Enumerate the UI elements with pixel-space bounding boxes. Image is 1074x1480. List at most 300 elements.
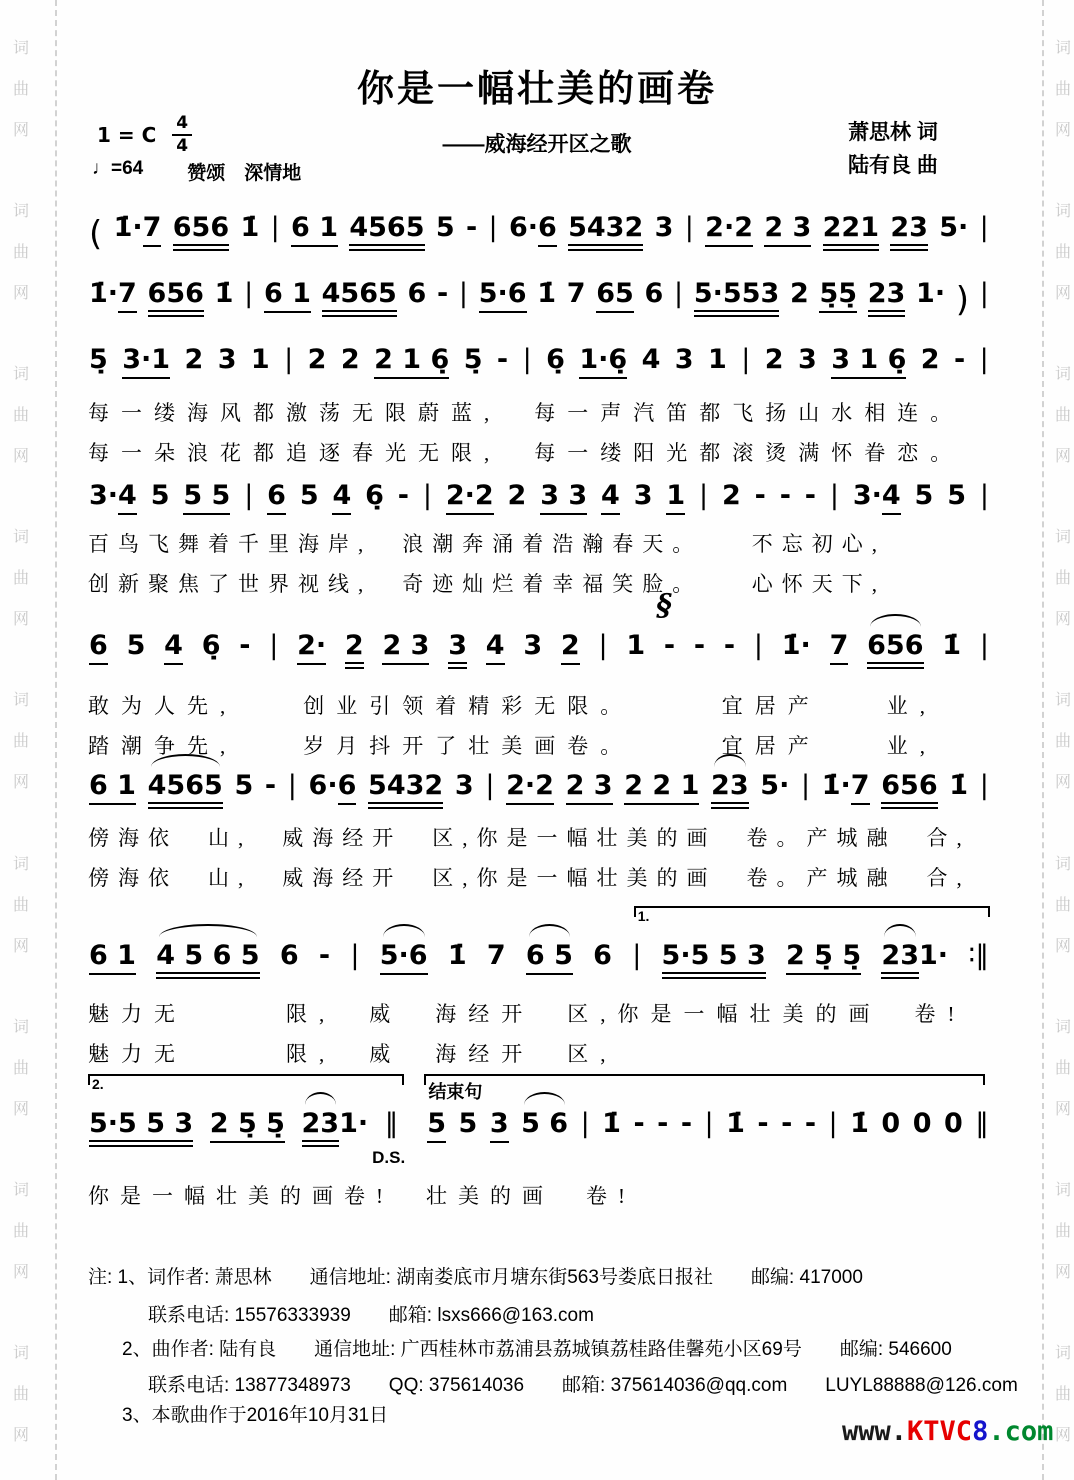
note-token: 5 [458,1108,478,1139]
note-token: | [270,212,280,243]
slur-arc [302,1106,340,1142]
note-token: - [804,1108,817,1139]
note-token [88,1106,194,1142]
slur-arc [711,768,749,804]
beam-group: 6 1 [264,278,311,313]
lyrics-row: 百鸟飞舞着千里海岸, 浪潮奔涌着浩瀚春天。 不忘初心, [88,532,886,556]
lyrics-row: 每一缕海风都激荡无限蔚蓝, 每一声汽笛都飞扬山水相连。 [88,401,964,425]
notes-row [88,276,990,322]
watermark-char: 曲 [12,1385,29,1403]
note-token: - [239,630,251,661]
beam-group: 23 [868,278,906,317]
note-token [595,276,635,322]
note-token [600,478,621,514]
beam-group: 5432 [368,770,443,809]
note-token: 1̇ [850,1108,869,1139]
beam-group: 6 [338,770,357,805]
watermark-char: 词 [12,203,29,221]
lyrics-row: 傍海依 山, 威海经开 区,你是一幅壮美的画 卷。产城融 合, [88,866,971,890]
beam-group: 23 [302,1108,340,1147]
beam-group: 4 [882,480,901,515]
note-token [445,478,495,514]
logo-segment: .com [988,1416,1054,1447]
note-token: | [350,940,360,971]
note-token [818,276,858,322]
beam-group: 2 3 [566,770,613,805]
watermark-group [1055,524,1071,629]
note-token: 231· [880,938,949,974]
watermark-char: 曲 [12,407,29,425]
note-token: - [723,630,736,661]
note-token: | [829,480,839,511]
watermark-char: 词 [12,40,29,58]
note-token: | [979,630,989,661]
watermark-dashed-line-left [55,0,57,1480]
ending-bracket [424,1074,985,1102]
note-token [539,478,588,514]
note-token [830,342,907,378]
note-token: 6·6 [308,768,358,804]
note-token: 3 [217,344,237,375]
notes-segment [88,478,990,514]
note-token: | [828,1108,838,1139]
note-token [623,768,700,804]
watermark-char: 词 [1054,692,1071,710]
note-token: 1 [250,344,270,375]
beam-group: 6 [267,480,286,515]
note-token: 5 [126,630,146,661]
watermark-right [1050,6,1074,1474]
notes-row [88,628,990,664]
note-token: 1̇ [537,278,557,309]
note-token: | [458,278,469,309]
note-token: 1̇ [726,1108,745,1139]
note-token: 2 [340,344,360,375]
note-token: | [287,770,297,801]
note-token: | [485,770,495,801]
note-token: 1̇ [447,940,467,971]
watermark-char: 网 [1054,122,1071,140]
key-signature [97,114,192,155]
note-token: | [979,344,989,375]
note-token: - [633,1108,645,1139]
note-token: 3 [797,344,817,375]
beam-group: 4565 [322,278,397,317]
note-token: - [781,1108,793,1139]
note-token [344,628,365,664]
logo-segment: 8 [972,1416,989,1447]
footer-note: 注: 1、词作者: 萧思林 通信地址: 湖南娄底市月塘东街563号娄底日报社 邮编: 417000 [88,1267,863,1288]
watermark-group [13,361,29,466]
note-token [88,938,137,974]
note-token: 1· [916,278,946,309]
beam-group: 656 [867,630,923,669]
watermark-char: 词 [12,692,29,710]
note-token: 3 [674,344,694,375]
note-token: ‖ [975,1108,989,1139]
beam-group: 7 [830,630,849,665]
note-token: 5· [939,212,969,243]
notes-segment [88,1106,399,1142]
note-token: - [657,1108,669,1139]
watermark-char: 曲 [12,244,29,262]
segno-icon: § [656,588,672,623]
watermark-char: 网 [12,611,29,629]
beam-group: 2· [297,630,326,665]
beam-group: 23 [890,212,928,251]
note-token [266,478,287,514]
note-token: 6̣ [546,344,565,375]
lyrics-row: 踏潮争先, 岁月抖开了壮美画卷。 宜居产 业, [88,734,937,758]
note-token: | [699,480,709,511]
watermark-group [1055,1014,1071,1119]
watermark-char: 网 [1054,774,1071,792]
note-token: 5· [760,770,790,801]
note-token: 0 [912,1108,932,1139]
watermark-char: 曲 [12,570,29,588]
note-token: - [680,1108,693,1139]
beam-group: 4 [332,480,351,515]
note-token: | [244,278,254,309]
note-token [489,1106,510,1142]
beam-group: 3·1 [122,344,170,379]
logo-segment: KTVC [907,1416,973,1447]
note-token [163,628,184,664]
note-token: | [674,278,684,309]
ending-bracket [88,1074,404,1092]
notes-row [88,210,990,256]
note-token [485,628,506,664]
beam-group: 4 [164,630,183,665]
note-token: | [684,212,694,243]
note-token [331,478,352,514]
note-token: ) [955,280,970,320]
beam-group: 6 1 [291,212,338,247]
watermark-char: 曲 [1054,896,1071,914]
note-token: 2 [764,344,784,375]
note-token: 3·4 [88,478,138,514]
beam-group: 4 [486,630,505,665]
watermark-group [1055,361,1071,466]
slur-arc [526,938,573,974]
note-token [867,276,907,322]
note-token [172,210,230,256]
note-token: 1̇ [942,630,962,661]
note-token: - [465,212,478,243]
note-token [373,342,450,378]
notes-segment [88,628,990,664]
score-line-8 [88,1076,990,1208]
note-token [578,342,628,378]
lyricist-credit: 萧思林 词 [848,121,938,144]
note-token: - [397,480,410,511]
score-line-1 [88,210,990,256]
beam-group: 3 1 6̣ [831,344,906,379]
beam-group: 1·6̣ [579,344,627,379]
score-line-6 [88,768,990,890]
watermark-char: 网 [1054,937,1071,955]
note-token: 3 [633,480,653,511]
ending-bracket [634,906,990,924]
beam-group: 2 2 1 [624,770,699,805]
meter-numerator: 4 [172,114,192,136]
meter-fraction [172,114,192,155]
beam-group: 2 5̣ 5̣ [210,1108,285,1143]
note-token [296,628,327,664]
note-token: - [754,480,766,511]
note-token: 3·4 [852,478,902,514]
beam-group: 23 [881,940,919,979]
lyrics-row: 创新聚焦了世界视线, 奇迹灿烂着幸福笑脸。 心怀天下, [88,572,886,596]
ds-label: D.S. [372,1148,406,1167]
watermark-char: 词 [12,1181,29,1199]
note-token [447,628,468,664]
watermark-group [13,198,29,303]
beam-group: 5 [427,1108,446,1143]
note-token: | [244,480,254,511]
watermark-char: 曲 [1054,81,1071,99]
lyrics-row: 魅力无 限, 威 海经开 区, [88,1042,618,1066]
note-token: 0 [943,1108,963,1139]
beam-group: 656 [148,278,204,317]
notes-segment [88,768,990,804]
song-subtitle: ——威海经开区之歌 [442,133,632,156]
note-token: - [804,480,817,511]
beam-group: 7 [118,278,137,313]
note-token: 5 [150,480,170,511]
beam-group: 5432 [568,212,643,251]
watermark-char: 词 [1054,40,1071,58]
note-token [88,628,109,664]
note-token: - [779,480,791,511]
note-token [567,210,644,256]
note-token [121,342,171,378]
watermark-char: 曲 [12,896,29,914]
watermark-char: 网 [1054,1426,1071,1444]
note-token: 3 [523,630,543,661]
watermark-char: 网 [12,1426,29,1444]
note-token [321,276,398,322]
watermark-char: 网 [12,285,29,303]
note-token: | [753,630,763,661]
watermark-char: 词 [12,529,29,547]
note-token: 6·6 [508,210,558,256]
note-token [880,768,938,804]
note-token: 1 [626,630,646,661]
watermark-group [13,1177,29,1282]
note-token: - [954,344,966,375]
notes-row [88,768,990,804]
watermark-char: 曲 [1054,1222,1071,1240]
composer-credit: 陆有良 曲 [848,154,938,177]
score-line-2 [88,276,990,322]
note-token: 6̣ [365,480,384,511]
note-token: | [632,940,642,971]
watermark-char: 曲 [1054,407,1071,425]
watermark-group [13,524,29,629]
watermark-group [1055,198,1071,303]
watermark-group [13,1014,29,1119]
note-token: - [496,344,509,375]
watermark-char: 曲 [12,1059,29,1077]
note-token [182,478,231,514]
note-token [505,768,555,804]
watermark-dashed-line-right [1042,0,1044,1480]
note-token [710,768,750,804]
notes-segment [88,342,990,378]
note-token: | [741,344,751,375]
beam-group: 2 [561,630,580,665]
watermark-group [1055,1177,1071,1282]
note-token: 5 [947,480,966,511]
note-token: 1̇· [781,630,811,661]
note-token [290,210,339,256]
ending-label: 1. [637,908,650,924]
beam-group: 4565 [349,212,424,251]
note-token: 5̣ [463,344,483,375]
score-line-7 [88,908,990,1066]
note-token: 2 [307,344,327,375]
beam-group: 3 [490,1108,509,1143]
watermark-char: 词 [1054,1344,1071,1362]
note-token [525,938,574,974]
note-token [88,768,137,804]
note-token [367,768,444,804]
note-token: ( [89,214,103,254]
ending-label: 结束句 [428,1082,483,1102]
key-value: 1 = C [97,122,157,147]
note-token: 1̇ [602,1108,621,1139]
note-token: 2 [721,480,741,511]
note-token: 6 [407,278,427,309]
note-token: - [663,630,676,661]
note-token: 4 [641,344,661,375]
watermark-char: 网 [1054,285,1071,303]
note-token: 6 [279,940,299,971]
note-token: 3 [454,770,474,801]
note-token: 2 [184,344,204,375]
note-token [147,276,205,322]
footer-note: 2、曲作者: 陆有良 通信地址: 广西桂林市荔浦县荔城镇荔桂路佳馨苑小区69号 邮编: 546600 [122,1339,952,1360]
watermark-char: 词 [1054,1018,1071,1036]
footer-note: 联系电话: 15576333939 邮箱: lsxs666@163.com [148,1305,594,1326]
lyrics-row: 你是一幅壮美的画卷! 壮美的画 卷! [88,1184,636,1208]
watermark-group [1055,1340,1071,1445]
watermark-char: 曲 [1054,733,1071,751]
score-line-3 [88,342,990,465]
lyrics-row: 敢为人先, 创业引领着精彩无限。 宜居产 业, [88,694,937,718]
note-token: | [598,630,608,661]
note-token [348,210,425,256]
beam-group: 2·2 [705,212,753,247]
watermark-char: 网 [12,774,29,792]
beam-group: 5̣5̣ [819,278,857,313]
note-token: | [979,480,989,511]
beam-group: 2 3 [764,212,811,247]
beam-group: 5·5 5 3 [89,1108,193,1147]
note-token: | [422,480,432,511]
note-token: | [580,1108,590,1139]
watermark-char: 曲 [1054,570,1071,588]
note-token: 1̇·7 [88,276,138,322]
note-token: 0 [881,1108,901,1139]
slur-arc [380,938,428,974]
note-token: 5 [914,480,934,511]
note-token [263,276,312,322]
song-title: 你是一幅壮美的画卷 [357,68,717,109]
beam-group: 656 [881,770,937,809]
watermark-char: 曲 [1054,244,1071,262]
beam-group: 3 [448,630,467,669]
note-token [478,276,528,322]
note-token [155,938,260,974]
note-token: 2 [789,278,809,309]
watermark-group [1055,687,1071,792]
note-token: - [436,278,449,309]
note-token: 6̣ [201,630,221,661]
watermark-char: 词 [12,366,29,384]
watermark-group [13,687,29,792]
lyrics-row: 傍海依 山, 威海经开 区,你是一幅壮美的画 卷。产城融 合, [88,826,971,850]
watermark-char: 曲 [12,733,29,751]
watermark-char: 曲 [12,1222,29,1240]
note-token: 7 [566,278,586,309]
lyrics-row: 魅力无 限, 威 海经开 区,你是一幅壮美的画 卷! [88,1002,967,1026]
ending-label: 2. [92,1076,104,1092]
note-token: 1̇·7 [113,210,163,256]
slur-arc [148,768,223,804]
note-token [565,768,614,804]
note-token [560,628,581,664]
note-token [829,628,850,664]
watermark-group [13,1340,29,1445]
note-token: 6 [593,940,612,971]
tempo-row [92,158,301,185]
note-token [763,210,812,256]
notes-segment [88,210,990,256]
note-token [209,1106,286,1142]
note-token [661,938,767,974]
beam-group: 4565 [148,770,223,809]
note-token: 1̇ [240,212,260,243]
beam-group: 2 3 [382,630,429,665]
note-token: 1̇ [214,278,234,309]
beam-group: 3 3 [540,480,587,515]
beam-group: 65 [596,278,634,313]
meter-denominator: 4 [176,135,189,156]
notes-segment [426,1106,990,1142]
note-token: | [800,770,811,801]
note-token: 231· [301,1106,370,1142]
beam-group: 7 [143,212,162,247]
note-token: | [979,278,989,309]
note-token: | [979,212,989,243]
watermark-char: 词 [12,1018,29,1036]
beam-group: 656 [173,212,229,251]
watermark-char: 网 [1054,1100,1071,1118]
note-token: | [522,344,532,375]
watermark-char: 网 [12,448,29,466]
note-token [665,478,686,514]
footer-note: 3、本歌曲作于2016年10月31日 [122,1405,389,1426]
note-token [889,210,929,256]
beam-group: 2 5̣ 5̣ [786,940,861,975]
beam-group: 5·6 [380,940,428,975]
note-token: 6 [644,278,664,309]
beam-group: 6 [538,212,557,247]
watermark-char: 曲 [1054,1385,1071,1403]
note-token: ∶‖ [968,940,989,971]
